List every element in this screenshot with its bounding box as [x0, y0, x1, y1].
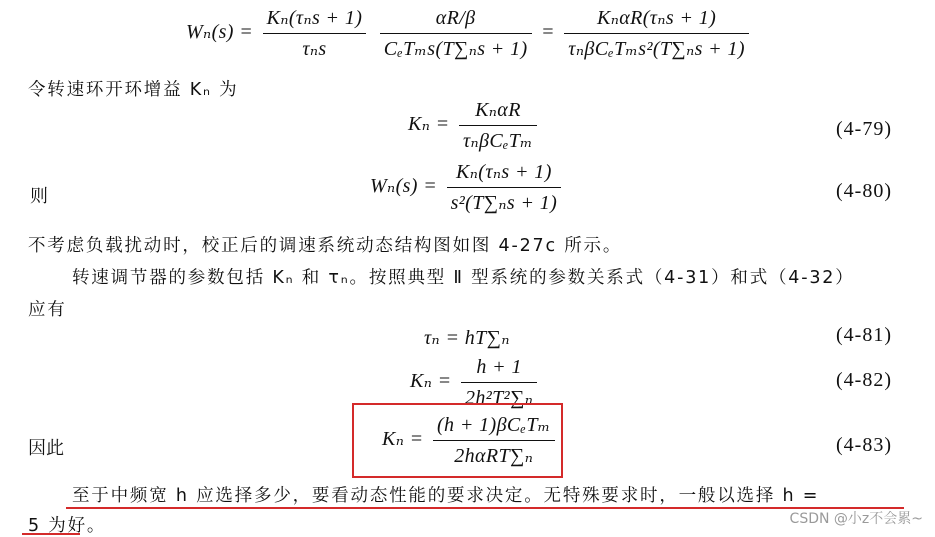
watermark: CSDN @小z不会累~: [789, 511, 923, 527]
fraction-denominator: 2hαRT∑ₙ: [454, 445, 534, 467]
equation-4-80: [370, 160, 565, 215]
fraction-bar: [461, 382, 537, 383]
fraction-numerator: h + 1: [476, 356, 522, 378]
equation-lhs: Wₙ(s) =: [370, 175, 438, 198]
highlight-box: [352, 403, 563, 478]
equation-number-4-80: (4-80): [836, 180, 892, 202]
equation-lhs: Kₙ =: [408, 113, 450, 136]
fraction-denominator: τₙβCₑTₘ: [462, 130, 533, 152]
fraction-numerator: Kₙ(τₙs + 1): [456, 161, 552, 183]
red-underline-1: [66, 507, 904, 509]
equation-number-4-83: (4-83): [836, 434, 892, 456]
equation-fraction: [459, 98, 537, 153]
label-then: 则: [30, 186, 48, 207]
fraction-denominator: 2h²T²∑ₙ: [464, 387, 534, 409]
fraction-denominator: s²(T∑ₙs + 1): [450, 192, 558, 214]
fraction-bar: [380, 33, 532, 34]
equation-fraction: [461, 355, 537, 410]
equation-number-4-79: (4-79): [836, 118, 892, 140]
fraction-numerator: KₙαR(τₙs + 1): [596, 7, 717, 29]
equation-lhs: Kₙ =: [410, 370, 452, 393]
equation-fraction: [447, 160, 562, 215]
fraction-denominator: τₙs: [302, 38, 327, 60]
equation-top-lhs: Wₙ(s) =: [186, 21, 254, 44]
equation-top-equals: =: [540, 21, 555, 44]
paragraph-params: 转速调节器的参数包括 Kₙ 和 τₙ。按照典型 Ⅱ 型系统的参数关系式（4-31）和式（4-32）: [72, 268, 855, 288]
fraction-denominator: τₙβCₑTₘs²(T∑ₙs + 1): [568, 38, 745, 60]
equation-4-81: τₙ = hT∑ₙ: [424, 327, 510, 349]
equation-number-4-81: (4-81): [836, 324, 892, 346]
red-underline-2: [22, 533, 80, 535]
paragraph-choice: 至于中频宽 h 应选择多少，要看动态性能的要求决定。无特殊要求时，一般以选择 h =: [72, 486, 820, 506]
paragraph-best: 5 为好。: [28, 516, 107, 536]
fraction-bar: [459, 125, 537, 126]
fraction-numerator: Kₙ(τₙs + 1): [266, 7, 363, 29]
equation-top-fraction-1: [263, 6, 367, 61]
equation-top: [186, 6, 753, 61]
paragraph-gain: 令转速环开环增益 Kₙ 为: [28, 80, 239, 100]
equation-top-fraction-3: [564, 6, 749, 61]
equation-4-79: [408, 98, 541, 153]
fraction-numerator: αR/β: [435, 7, 476, 29]
fraction-bar: [564, 33, 749, 34]
equation-lhs: Kₙ =: [382, 428, 424, 451]
fraction-bar: [447, 187, 562, 188]
label-therefore: 因此: [28, 438, 64, 459]
paragraph-structure: 不考虑负载扰动时，校正后的调速系统动态结构图如图 4-27c 所示。: [28, 236, 623, 256]
equation-4-82: [410, 355, 541, 410]
equation-top-fraction-2: [380, 6, 532, 61]
fraction-bar: [263, 33, 367, 34]
fraction-numerator: KₙαR: [475, 99, 521, 121]
paragraph-should-have: 应有: [28, 300, 67, 320]
fraction-numerator: (h + 1)βCₑTₘ: [436, 414, 551, 436]
equation-number-4-82: (4-82): [836, 369, 892, 391]
fraction-denominator: CₑTₘs(T∑ₙs + 1): [383, 38, 528, 60]
